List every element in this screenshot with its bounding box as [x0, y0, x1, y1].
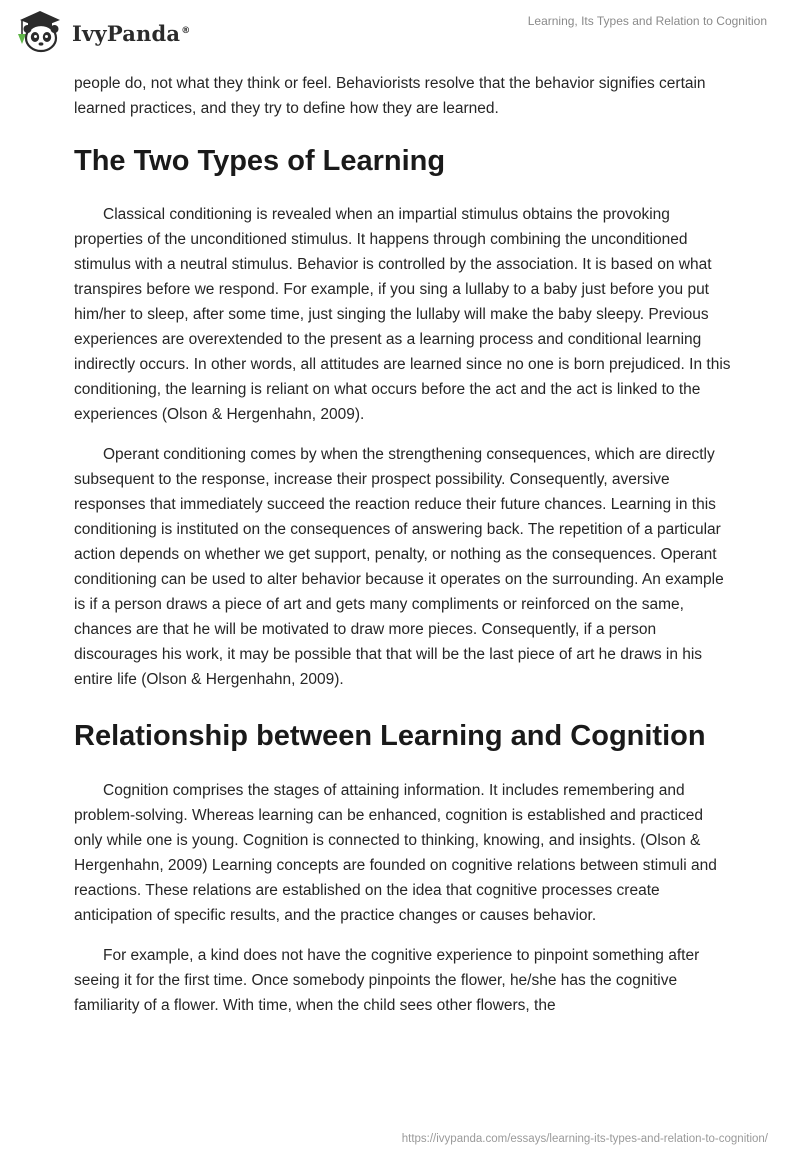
paragraph-cognition: Cognition comprises the stages of attaining information. It includes remembering and problem-solving. Whereas learning can be enhanced, cognition is established and practiced only while one is young. Cognition is connected to thinking, knowing, and insights. (Olson & Hergenhahn, 2009) Learning concepts are founded on cognitive relations between stimuli and reactions. These relations are established on the idea that cognitive processes create anticipation of specific results, and the practice changes or causes behavior. — [74, 782, 717, 924]
paragraph-classical-conditioning: Classical conditioning is revealed when an impartial stimulus obtains the provoking properties of the unconditioned stimulus. It happens through combining the unconditioned stimulus with a neutral stimulus. Behavior is controlled by the association. It is based on what transpires before we respond. For example, if you sing a lullaby to a baby just before you put him/her to sleep, after some time, just singing the lullaby will make the baby sleepy. Previous experiences are overextended to the present as a learning process and conditional learning indirectly occurs. In other words, all attitudes are learned since no one is born prejudiced. In this conditioning, the learning is reliant on what occurs before the act and the act is linked to the experiences (Olson & Hergenhahn, 2009). — [74, 206, 731, 423]
paragraph-flower-example: For example, a kind does not have the cognitive experience to pinpoint something after seeing it for the first time. Once somebody pinpoints the flower, he/she has the cognitive familiarity of a flower. With time, when the child sees other flowers, the — [74, 947, 700, 1014]
brand-name: IvyPanda® — [72, 20, 191, 46]
ivypanda-logo[interactable] — [14, 8, 190, 54]
intro-paragraph: people do, not what they think or feel. Behaviorists resolve that the behavior signifies certain learned practices, and they try to define how they are learned. — [74, 75, 706, 117]
heading-relationship-learning-cognition: Relationship between Learning and Cognition — [74, 720, 706, 752]
page-header — [0, 0, 800, 60]
source-url[interactable]: https://ivypanda.com/essays/learning-its-types-and-relation-to-cognition/ — [401, 1133, 768, 1145]
essay-body — [74, 71, 734, 1018]
paragraph-operant-conditioning: Operant conditioning comes by when the strengthening consequences, which are directly subsequent to the response, increase their prospect possibility. Consequently, aversive responses that immediately succeed the reaction reduce their future chances. Learning in this conditioning is instituted on the consequences of answering back. The repetition of a particular action depends on whether we get support, penalty, or nothing as the consequences. Operant conditioning can be used to alter behavior because it operates on the surrounding. An example is if a person draws a piece of art and gets many compliments or reinforced on the same, chances are that he will be motivated to draw more pieces. Consequently, if a person discourages his work, it may be possible that that will be the last piece of art he draws in his entire life (Olson & Hergenhahn, 2009). — [74, 446, 724, 688]
panda-graduate-icon — [14, 8, 66, 54]
heading-two-types-of-learning: The Two Types of Learning — [74, 145, 446, 177]
document-title: Learning, Its Types and Relation to Cognition — [527, 14, 767, 28]
registered-mark: ® — [181, 25, 191, 36]
